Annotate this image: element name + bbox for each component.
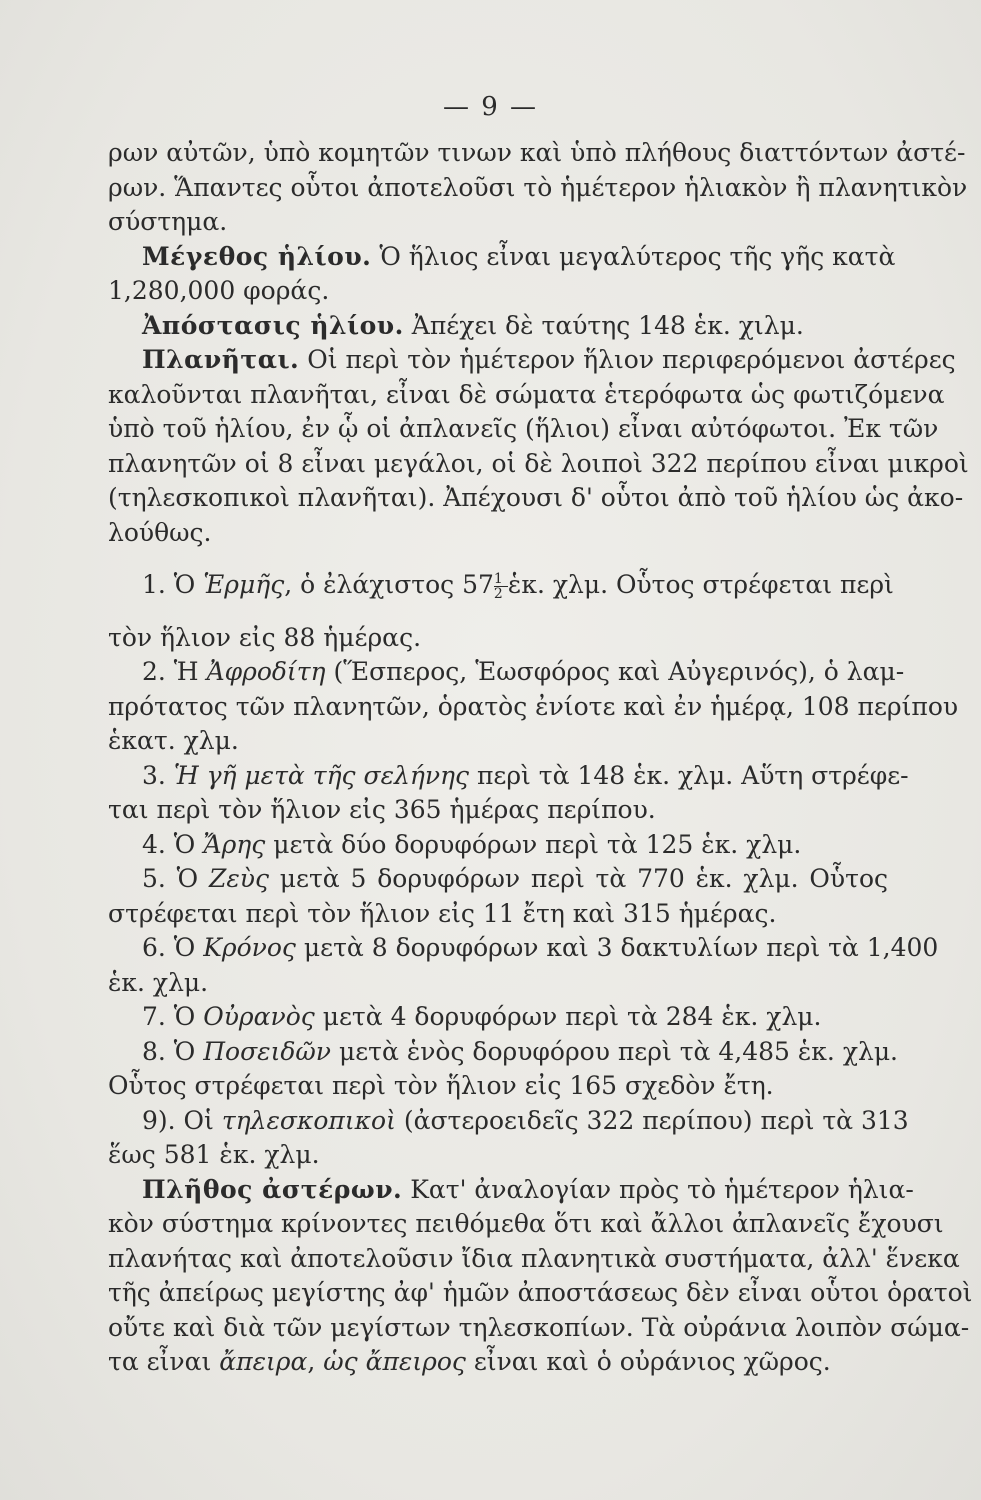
planet-item-venus bbox=[108, 655, 905, 690]
text-span: εἶναι καὶ ὁ οὐράνιος χῶρος. bbox=[465, 1347, 831, 1376]
text-span: 4. Ὁ bbox=[142, 829, 204, 859]
text-span: ἑκ. χλμ. Οὗτος στρέφεται περὶ bbox=[507, 570, 894, 599]
text-span: 8. Ὁ bbox=[142, 1036, 204, 1066]
text-line: (τηλεσκοπικοὶ πλανῆται). Ἀπέχουσι δ' οὗτοι ἀπὸ τοῦ ἡλίου ὡς ἀκο- bbox=[108, 483, 964, 512]
planet-name-mercury: Ἑρμῆς bbox=[203, 570, 285, 599]
planet-name-jupiter: Ζεὺς bbox=[208, 864, 269, 893]
text-line: ρων αὐτῶν, ὑπὸ κομητῶν τινων καὶ ὑπὸ πλήθους διαττόντων ἀστέ- bbox=[108, 138, 966, 167]
planet-item-mars bbox=[108, 828, 888, 863]
paragraph-sun-distance bbox=[108, 309, 888, 344]
text-line: τῆς ἀπείρως μεγίστης ἀφ' ἡμῶν ἀποστάσεως δὲν εἶναι οὗτοι ὁρατοὶ bbox=[108, 1278, 973, 1307]
planet-name-saturn: Κρόνος bbox=[203, 933, 296, 962]
text-span: τα εἶναι bbox=[108, 1347, 220, 1376]
planet-name-venus: Ἀφροδίτη bbox=[206, 657, 326, 686]
text-line: τὸν ἥλιον εἰς 88 ἡμέρας. bbox=[108, 622, 422, 652]
text-span: μετὰ 5 δορυφόρων περὶ τὰ 770 ἑκ. χλμ. Οὗτος bbox=[268, 864, 888, 893]
text-line: οὔτε καὶ διὰ τῶν μεγίστων τηλεσκοπίων. Τὰ οὐράνια λοιπὸν σώμα- bbox=[108, 1312, 970, 1342]
text-line: κὸν σύστημα κρίνοντες πειθόμεθα ὅτι καὶ ἄλλοι ἀπλανεῖς ἔχουσι bbox=[108, 1209, 944, 1238]
planet-item-jupiter bbox=[108, 862, 888, 897]
fraction-one-half bbox=[494, 572, 508, 601]
page-body-text bbox=[108, 136, 973, 1380]
text-line: ὑπὸ τοῦ ἡλίου, ἐν ᾧ οἱ ἀπλανεῖς (ἥλιοι) εἶναι αὐτόφωτοι. Ἐκ τῶν bbox=[108, 414, 939, 443]
text-span: 2. Ἡ bbox=[142, 657, 207, 686]
text-span: περὶ τὰ 148 ἑκ. χλμ. Αὕτη στρέφε- bbox=[469, 760, 909, 790]
text-span: μετὰ 4 δορυφόρων περὶ τὰ 284 ἑκ. χλμ. bbox=[314, 1002, 822, 1031]
planet-item-earth bbox=[108, 759, 909, 794]
text-line: πλανητῶν οἱ 8 εἶναι μεγάλοι, οἱ δὲ λοιποὶ 322 περίπου εἶναι μικροὶ bbox=[108, 448, 969, 478]
planet-name-uranus: Οὐρανὸς bbox=[203, 1002, 315, 1031]
text-span: , bbox=[307, 1347, 324, 1376]
text-span: (ἀστεροειδεῖς 322 περίπου) περὶ τὰ 313 bbox=[395, 1105, 909, 1135]
paragraph-star-count bbox=[108, 1173, 914, 1208]
paragraph-sun-size bbox=[108, 240, 896, 275]
text-line: ται περὶ τὸν ἥλιον εἰς 365 ἡμέρας περίπου. bbox=[108, 795, 656, 824]
text-line: ἑκατ. χλμ. bbox=[108, 726, 239, 755]
text-line: καλοῦνται πλανῆται, εἶναι δὲ σώματα ἑτερόφωτα ὡς φωτιζόμενα bbox=[108, 379, 945, 409]
text-span: 3. bbox=[142, 760, 174, 790]
text-span: Ἀπέχει δὲ ταύτης 148 ἑκ. χιλμ. bbox=[403, 310, 804, 340]
text-span: 6. Ὁ bbox=[142, 933, 204, 962]
text-span: (Ἕσπερος, Ἑωσφόρος καὶ Αὐγερινός), ὁ λαμ- bbox=[325, 657, 905, 686]
text-span: 7. Ὁ bbox=[142, 1002, 204, 1031]
planet-item-neptune bbox=[108, 1035, 899, 1070]
planet-item-saturn bbox=[108, 931, 939, 966]
text-line: πρότατος τῶν πλανητῶν, ὁρατὸς ἐνίοτε καὶ ἐν ἡμέρᾳ, 108 περίπου bbox=[108, 691, 959, 721]
planet-item-uranus bbox=[108, 1000, 888, 1035]
text-line: 1,280,000 φοράς. bbox=[108, 276, 330, 305]
text-line: πλανήτας καὶ ἀποτελοῦσιν ἴδια πλανητικὰ συστήματα, ἀλλ' ἕνεκα bbox=[108, 1243, 960, 1273]
text-line: στρέφεται περὶ τὸν ἥλιον εἰς 11 ἔτη καὶ 315 ἡμέρας. bbox=[108, 898, 777, 928]
emphasis-infinite: ἄπειρα bbox=[219, 1347, 308, 1376]
text-line: ρων. Ἅπαντες οὗτοι ἀποτελοῦσι τὸ ἡμέτερον ἡλιακὸν ἢ πλανητικὸν bbox=[108, 172, 968, 202]
text-line: ἑκ. χλμ. bbox=[108, 967, 209, 997]
text-line: λούθως. bbox=[108, 517, 212, 547]
text-span: μετὰ 8 δορυφόρων καὶ 3 δακτυλίων περὶ τὰ 1,400 bbox=[295, 933, 939, 962]
planet-name-earth: Ἡ γῆ μετὰ τῆς σελήνης bbox=[173, 760, 469, 790]
text-line: ἕως 581 ἑκ. χλμ. bbox=[108, 1140, 320, 1169]
text-span: μετὰ δύο δορυφόρων περὶ τὰ 125 ἑκ. χλμ. bbox=[265, 829, 802, 859]
text-span: 1. Ὁ bbox=[142, 570, 204, 599]
text-span: Οἱ περὶ τὸν ἡμέτερον ἥλιον περιφερόμενοι ἀστέρες bbox=[299, 345, 956, 374]
planet-item-mercury bbox=[108, 568, 894, 603]
text-span: , ὁ ἐλάχιστος 57 bbox=[284, 570, 494, 599]
section-heading-sun-distance: Ἀπόστασις ἡλίου. bbox=[142, 310, 404, 340]
emphasis-as-infinite: ὡς ἄπειρος bbox=[323, 1347, 466, 1376]
planet-item-asteroids bbox=[108, 1104, 909, 1139]
paragraph-planets bbox=[108, 343, 956, 378]
planet-name-asteroids: τηλεσκοπικοὶ bbox=[221, 1105, 396, 1135]
planet-name-mars: Ἄρης bbox=[203, 829, 266, 859]
text-span: Ὁ ἥλιος εἶναι μεγαλύτερος τῆς γῆς κατὰ bbox=[371, 241, 896, 271]
text-span: 5. Ὁ bbox=[142, 864, 209, 893]
section-heading-planets: Πλανῆται. bbox=[142, 345, 300, 374]
text-line: σύστημα. bbox=[108, 207, 228, 236]
text-line: Οὗτος στρέφεται περὶ τὸν ἥλιον εἰς 165 σχεδὸν ἔτη. bbox=[108, 1071, 774, 1100]
text-line-final bbox=[108, 1345, 888, 1380]
text-span: Κατ' ἀναλογίαν πρὸς τὸ ἡμέτερον ἡλια- bbox=[402, 1174, 914, 1204]
section-heading-sun-size: Μέγεθος ἡλίου. bbox=[142, 241, 372, 271]
page-number: — 9 — bbox=[442, 92, 539, 122]
fraction-denominator: 2 bbox=[493, 586, 503, 602]
text-span: 9). Οἱ bbox=[142, 1105, 222, 1135]
fraction-numerator: 1 bbox=[494, 572, 508, 587]
planet-name-neptune: Ποσειδῶν bbox=[203, 1036, 332, 1066]
text-span: μετὰ ἑνὸς δορυφόρου περὶ τὰ 4,485 ἑκ. χλμ. bbox=[331, 1036, 899, 1066]
section-heading-star-count: Πλῆθος ἀστέρων. bbox=[142, 1174, 403, 1204]
